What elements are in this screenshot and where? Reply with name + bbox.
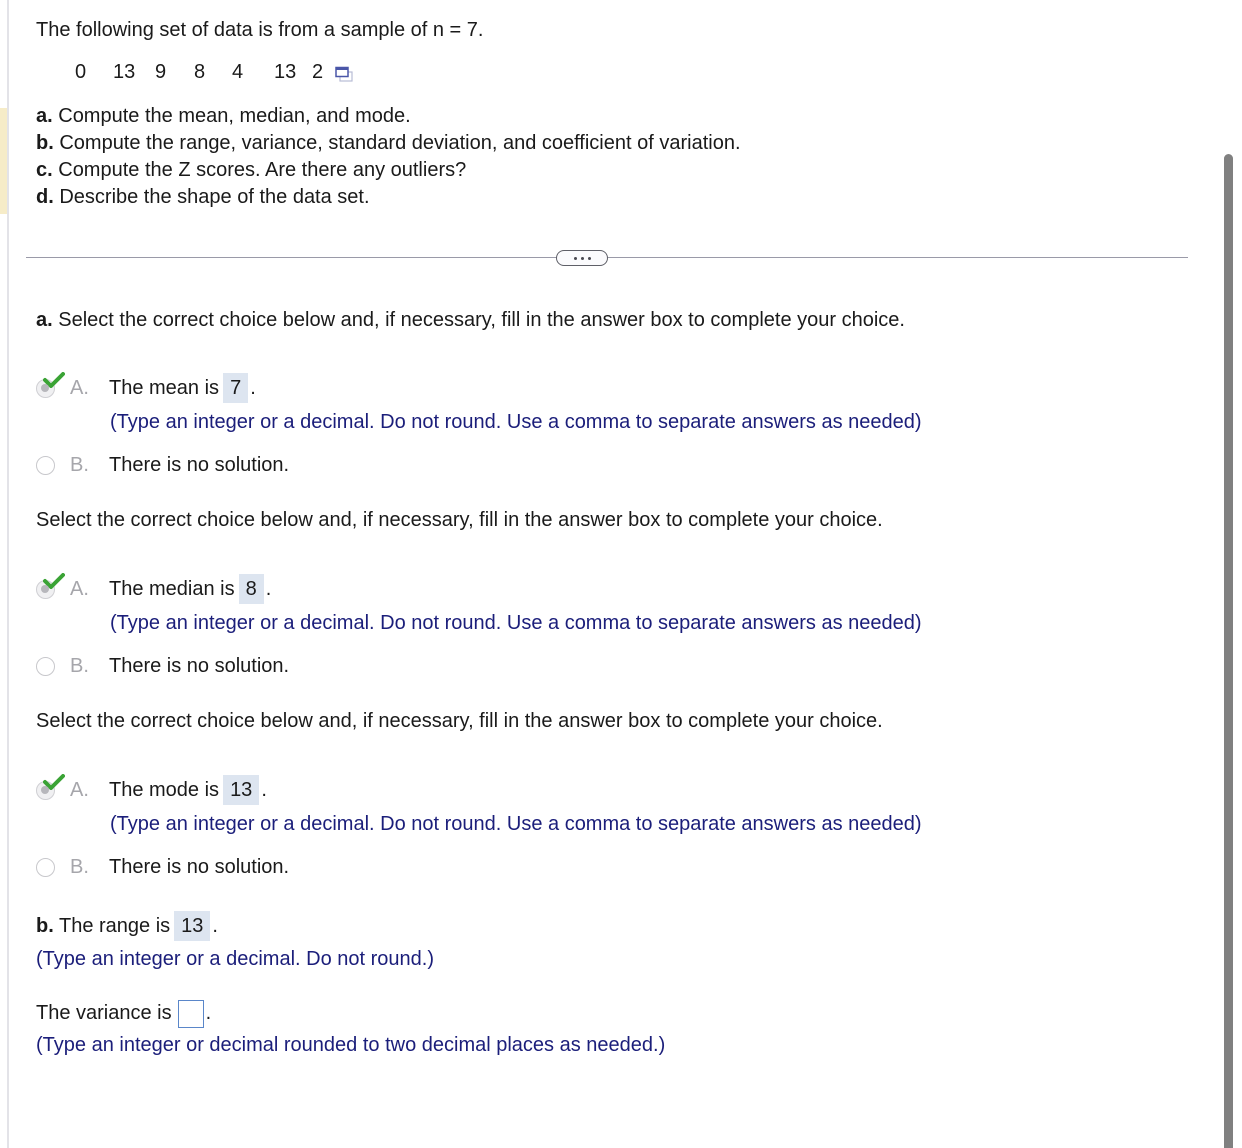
task-list <box>36 103 741 211</box>
choice-text: The mode is <box>109 779 220 801</box>
part-a-prompt: a. Select the correct choice below and, if necessary, fill in the answer box to complete your choice. <box>36 309 905 331</box>
data-value: 0 <box>75 61 87 83</box>
answer-hint: (Type an integer or a decimal. Do not round. Use a comma to separate answers as needed) <box>110 813 922 835</box>
choice-mode-a[interactable] <box>36 775 267 805</box>
copy-data-icon[interactable] <box>335 66 353 82</box>
radio-selected[interactable] <box>36 379 55 398</box>
dot-icon <box>581 257 584 260</box>
answer-hint: (Type an integer or a decimal. Do not round. Use a comma to separate answers as needed) <box>110 411 922 433</box>
choice-text: There is no solution. <box>109 655 290 677</box>
choice-mean-b[interactable] <box>36 453 289 477</box>
dot-icon <box>588 257 591 260</box>
period: . <box>261 779 267 801</box>
choice-text: There is no solution. <box>109 454 290 476</box>
variance-statement: The variance is . <box>36 998 211 1028</box>
task-item: b. Compute the range, variance, standard deviation, and coefficient of variation. <box>36 132 741 154</box>
range-statement: b. The range is 13 . <box>36 911 218 941</box>
scrollbar-thumb[interactable] <box>1224 154 1233 1148</box>
task-item: d. Describe the shape of the data set. <box>36 186 370 208</box>
median-answer-box[interactable]: 8 <box>239 574 264 604</box>
data-value: 9 <box>155 61 167 83</box>
choice-text: The mean is <box>109 377 220 399</box>
radio-unselected[interactable] <box>36 657 55 676</box>
mean-answer-box[interactable]: 7 <box>223 373 248 403</box>
question-highlight-bar <box>0 108 7 214</box>
question-intro: The following set of data is from a sample of n = 7. <box>36 19 484 41</box>
period: . <box>265 578 272 600</box>
choice-mode-b[interactable] <box>36 855 289 879</box>
period: . <box>250 377 256 399</box>
choice-letter: A. <box>70 377 89 399</box>
left-border <box>7 0 9 1148</box>
radio-selected[interactable] <box>36 580 55 599</box>
data-value: 13 <box>113 61 136 83</box>
choice-text: There is no solution. <box>109 856 290 878</box>
data-value: 13 <box>274 61 297 83</box>
check-correct-icon <box>43 573 65 589</box>
choice-letter: A. <box>70 578 89 600</box>
median-prompt: Select the correct choice below and, if necessary, fill in the answer box to complete your choice. <box>36 509 883 531</box>
range-hint: (Type an integer or a decimal. Do not round.) <box>36 948 434 970</box>
data-value: 2 <box>312 61 324 83</box>
choice-mean-a[interactable] <box>36 373 256 403</box>
task-item: a. Compute the mean, median, and mode. <box>36 105 411 127</box>
range-answer-box[interactable]: 13 <box>174 911 210 941</box>
check-correct-icon <box>43 372 65 388</box>
dot-icon <box>574 257 577 260</box>
choice-letter: B. <box>70 856 89 878</box>
mode-prompt: Select the correct choice below and, if necessary, fill in the answer box to complete your choice. <box>36 710 883 732</box>
variance-hint: (Type an integer or decimal rounded to two decimal places as needed.) <box>36 1034 666 1056</box>
data-set <box>75 60 353 84</box>
task-item: c. Compute the Z scores. Are there any outliers? <box>36 159 467 181</box>
choice-letter: B. <box>70 655 89 677</box>
choice-text: The median is <box>109 578 235 600</box>
choice-median-a[interactable] <box>36 574 271 604</box>
choice-letter: B. <box>70 454 89 476</box>
mode-answer-box[interactable]: 13 <box>223 775 259 805</box>
radio-unselected[interactable] <box>36 456 55 475</box>
data-value: 8 <box>194 61 206 83</box>
radio-selected[interactable] <box>36 781 55 800</box>
variance-input[interactable] <box>178 1000 204 1028</box>
answer-hint: (Type an integer or a decimal. Do not round. Use a comma to separate answers as needed) <box>110 612 922 634</box>
radio-unselected[interactable] <box>36 858 55 877</box>
more-options-button[interactable] <box>556 250 608 266</box>
check-correct-icon <box>43 774 65 790</box>
data-value: 4 <box>232 61 244 83</box>
choice-median-b[interactable] <box>36 654 289 678</box>
choice-letter: A. <box>70 779 89 801</box>
